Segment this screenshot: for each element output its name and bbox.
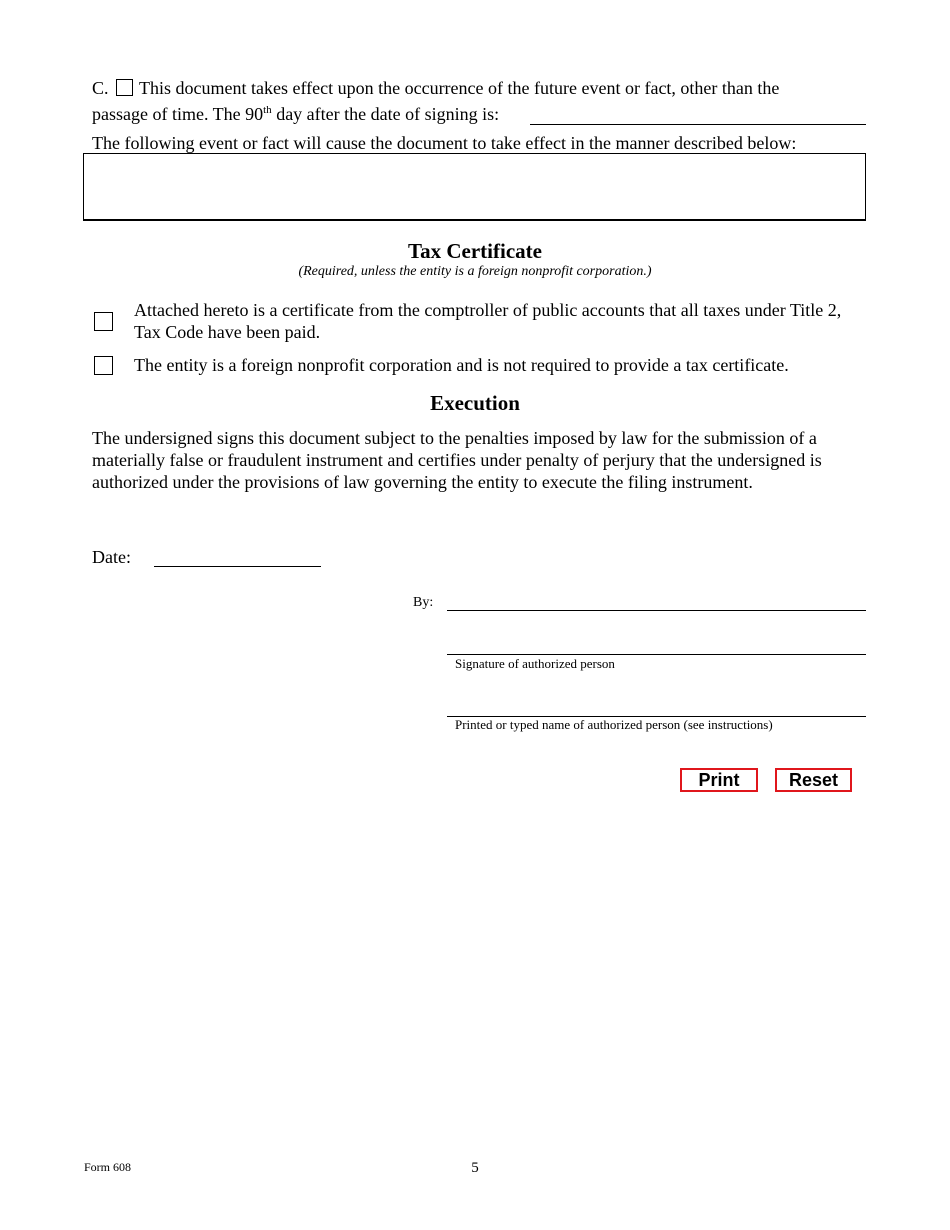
form-label: Form 608: [84, 1160, 132, 1174]
tax-certificate-option1: Attached hereto is a certificate from the comptroller of public accounts that all taxes under Title 2, Tax Code have been paid.: [134, 300, 842, 342]
tax-certificate-title: Tax Certificate: [408, 239, 542, 263]
tax-certificate-subtitle: (Required, unless the entity is a foreign nonprofit corporation.): [298, 264, 652, 279]
tax-certificate-option2: The entity is a foreign nonprofit corporation and is not required to provide a tax certificate.: [134, 355, 789, 375]
by-field[interactable]: [447, 610, 866, 611]
date-label: Date:: [92, 547, 131, 567]
future-event-checkbox[interactable]: [116, 79, 133, 96]
foreign-nonprofit-checkbox[interactable]: [94, 356, 113, 375]
by-label: By:: [413, 595, 434, 610]
execution-paragraph: The undersigned signs this document subject to the penalties imposed by law for the submission of a materially false or fraudulent instrument and certifies under penalty of perjury that the undersigned is authorized under the provisions of law governing the entity to execute the filing instrument.: [92, 428, 822, 492]
tax-certificate-attached-checkbox[interactable]: [94, 312, 113, 331]
section-c-line2-after: day after the date of signing is:: [271, 104, 500, 124]
printed-name-caption: Printed or typed name of authorized person (see instructions): [455, 717, 773, 732]
execution-title: Execution: [430, 391, 520, 415]
print-button[interactable]: Print: [680, 768, 758, 792]
signature-caption: Signature of authorized person: [455, 656, 615, 671]
section-c-prefix: C.: [92, 78, 109, 98]
page-number: 5: [471, 1160, 479, 1176]
event-description-label: The following event or fact will cause the document to take effect in the manner described below:: [92, 133, 797, 153]
reset-button[interactable]: Reset: [775, 768, 852, 792]
section-c-line2: [92, 103, 499, 125]
section-c-line1: This document takes effect upon the occurrence of the future event or fact, other than the: [139, 78, 780, 98]
ninetieth-day-date-field[interactable]: [530, 124, 866, 125]
section-c-line2-text: passage of time. The 90: [92, 104, 264, 124]
section-c-line2-sup: th: [263, 104, 272, 116]
event-description-field[interactable]: [83, 153, 866, 221]
date-field[interactable]: [154, 566, 321, 567]
